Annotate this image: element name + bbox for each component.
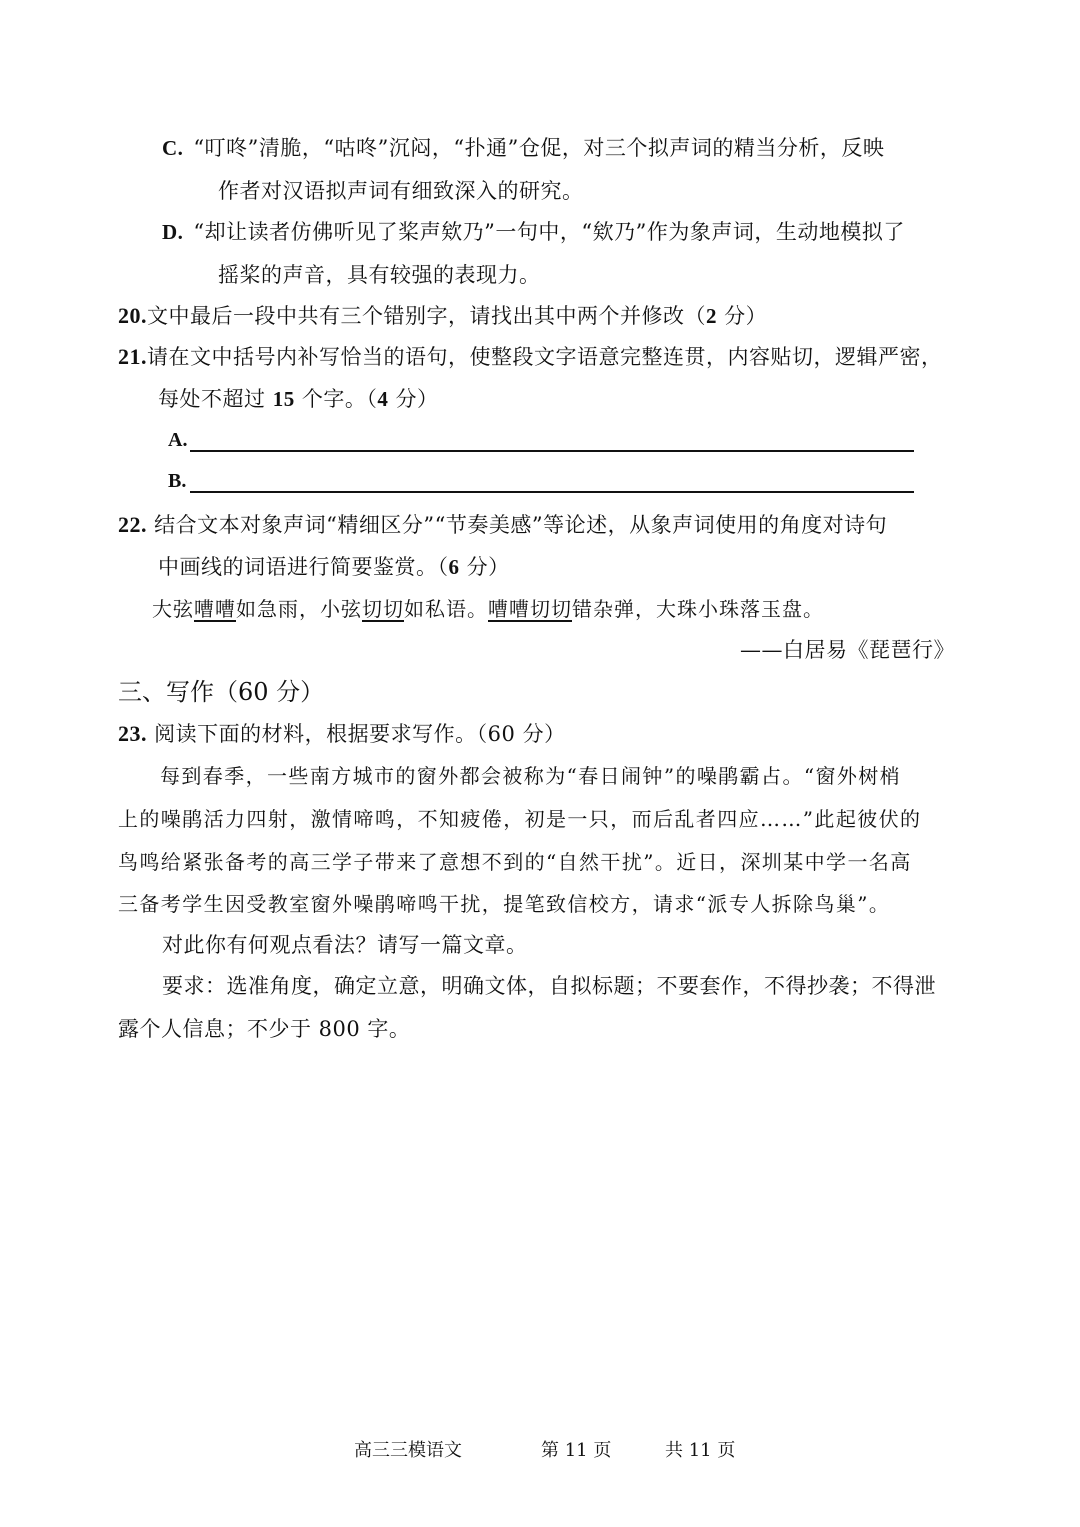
poem-underlined-word: 嘈嘈 xyxy=(194,597,236,621)
question-22-number: 22. xyxy=(118,512,147,537)
question-22-score: 6 xyxy=(448,555,460,579)
question-21-text2b: 个字。（ xyxy=(294,387,378,411)
question-21-char-limit: 15 xyxy=(272,387,295,411)
option-c-line2: 作者对汉语拟声词有细致深入的研究。 xyxy=(218,179,584,203)
question-20-number: 20. xyxy=(118,303,147,328)
option-d-label: D. xyxy=(162,220,184,244)
poem-segment: 如私语。 xyxy=(404,597,488,621)
answer-blank-b-label: B. xyxy=(168,470,187,492)
writing-requirements-line1: 要求：选准角度，确定立意，明确文体，自拟标题；不要套作，不得抄袭；不得泄 xyxy=(162,974,936,998)
question-20 xyxy=(118,300,767,330)
question-20-score: 2 xyxy=(706,304,717,328)
question-22-line2 xyxy=(158,551,510,581)
answer-blank-a-line[interactable] xyxy=(190,428,914,452)
poem-line xyxy=(152,593,824,622)
writing-prompt: 对此你有何观点看法？请写一篇文章。 xyxy=(162,933,528,957)
material-line: 鸟鸣给紧张备考的高三学子带来了意想不到的“自然干扰”。近日，深圳某中学一名高 xyxy=(118,850,912,874)
section-writing-title: 三、写作（60 分） xyxy=(118,678,325,706)
option-c-text1: “叮咚”清脆，“咕咚”沉闷，“扑通”仓促，对三个拟声词的精当分析，反映 xyxy=(193,136,885,160)
option-d-text1: “却让读者仿佛听见了桨声欸乃”一句中，“欸乃”作为象声词，生动地模拟了 xyxy=(193,220,905,244)
question-21-line2 xyxy=(158,383,439,413)
poem-attribution: ——白居易《琵琶行》 xyxy=(740,638,955,662)
question-21-text1: 请在文中括号内补写恰当的语句，使整段文字语意完整连贯，内容贴切，逻辑严密， xyxy=(147,345,943,369)
option-c-line1 xyxy=(162,132,884,162)
material-line: 每到春季，一些南方城市的窗外都会被称为“春日闹钟”的噪鹃霸占。“窗外树梢 xyxy=(160,764,902,788)
poem-segment: 错杂弹，大珠小珠落玉盘。 xyxy=(572,597,824,621)
question-23-number: 23. xyxy=(118,721,147,746)
question-21-text2c: 分） xyxy=(388,387,439,411)
material-line: 上的噪鹃活力四射，激情啼鸣，不知疲倦，初是一只，而后乱者四应……”此起彼伏的 xyxy=(118,807,922,831)
answer-blank-a-label: A. xyxy=(168,429,188,451)
poem-segment: 大弦 xyxy=(152,597,194,621)
question-22-text1: 结合文本对象声词“精细区分”“节奏美感”等论述，从象声词使用的角度对诗句 xyxy=(147,513,888,537)
question-21-text2a: 每处不超过 xyxy=(158,387,273,411)
question-21-score: 4 xyxy=(377,387,389,411)
poem-underlined-word: 嘈嘈切切 xyxy=(488,597,572,621)
material-line: 三备考学生因受教室窗外噪鹃啼鸣干扰，提笔致信校方，请求“派专人拆除鸟巢”。 xyxy=(118,892,891,916)
question-21-line1 xyxy=(118,341,943,371)
answer-blank-a[interactable] xyxy=(168,428,914,452)
question-20-tail: 分） xyxy=(717,304,768,328)
question-21-number: 21. xyxy=(118,344,147,369)
footer-total-pages: 共 11 页 xyxy=(665,1440,736,1461)
footer-page-number: 第 11 页 xyxy=(541,1440,612,1461)
poem-segment: 如急雨，小弦 xyxy=(236,597,362,621)
question-22-line1 xyxy=(118,509,887,539)
question-23-text: 阅读下面的材料，根据要求写作。（60 分） xyxy=(147,722,566,746)
question-23-instruction xyxy=(118,718,566,748)
question-22-text2b: 分） xyxy=(459,555,510,579)
question-22-text2a: 中画线的词语进行简要鉴赏。（ xyxy=(158,555,449,579)
option-c-label: C. xyxy=(162,136,184,160)
answer-blank-b-line[interactable] xyxy=(190,469,914,493)
poem-underlined-word: 切切 xyxy=(362,597,404,621)
option-d-line2: 摇桨的声音，具有较强的表现力。 xyxy=(218,263,541,287)
option-d-line1 xyxy=(162,216,905,246)
question-20-text: 文中最后一段中共有三个错别字，请找出其中两个并修改（ xyxy=(147,304,706,328)
writing-requirements-line2: 露个人信息；不少于 800 字。 xyxy=(118,1017,411,1041)
answer-blank-b[interactable] xyxy=(168,469,914,493)
footer-subject: 高三三模语文 xyxy=(354,1440,462,1461)
